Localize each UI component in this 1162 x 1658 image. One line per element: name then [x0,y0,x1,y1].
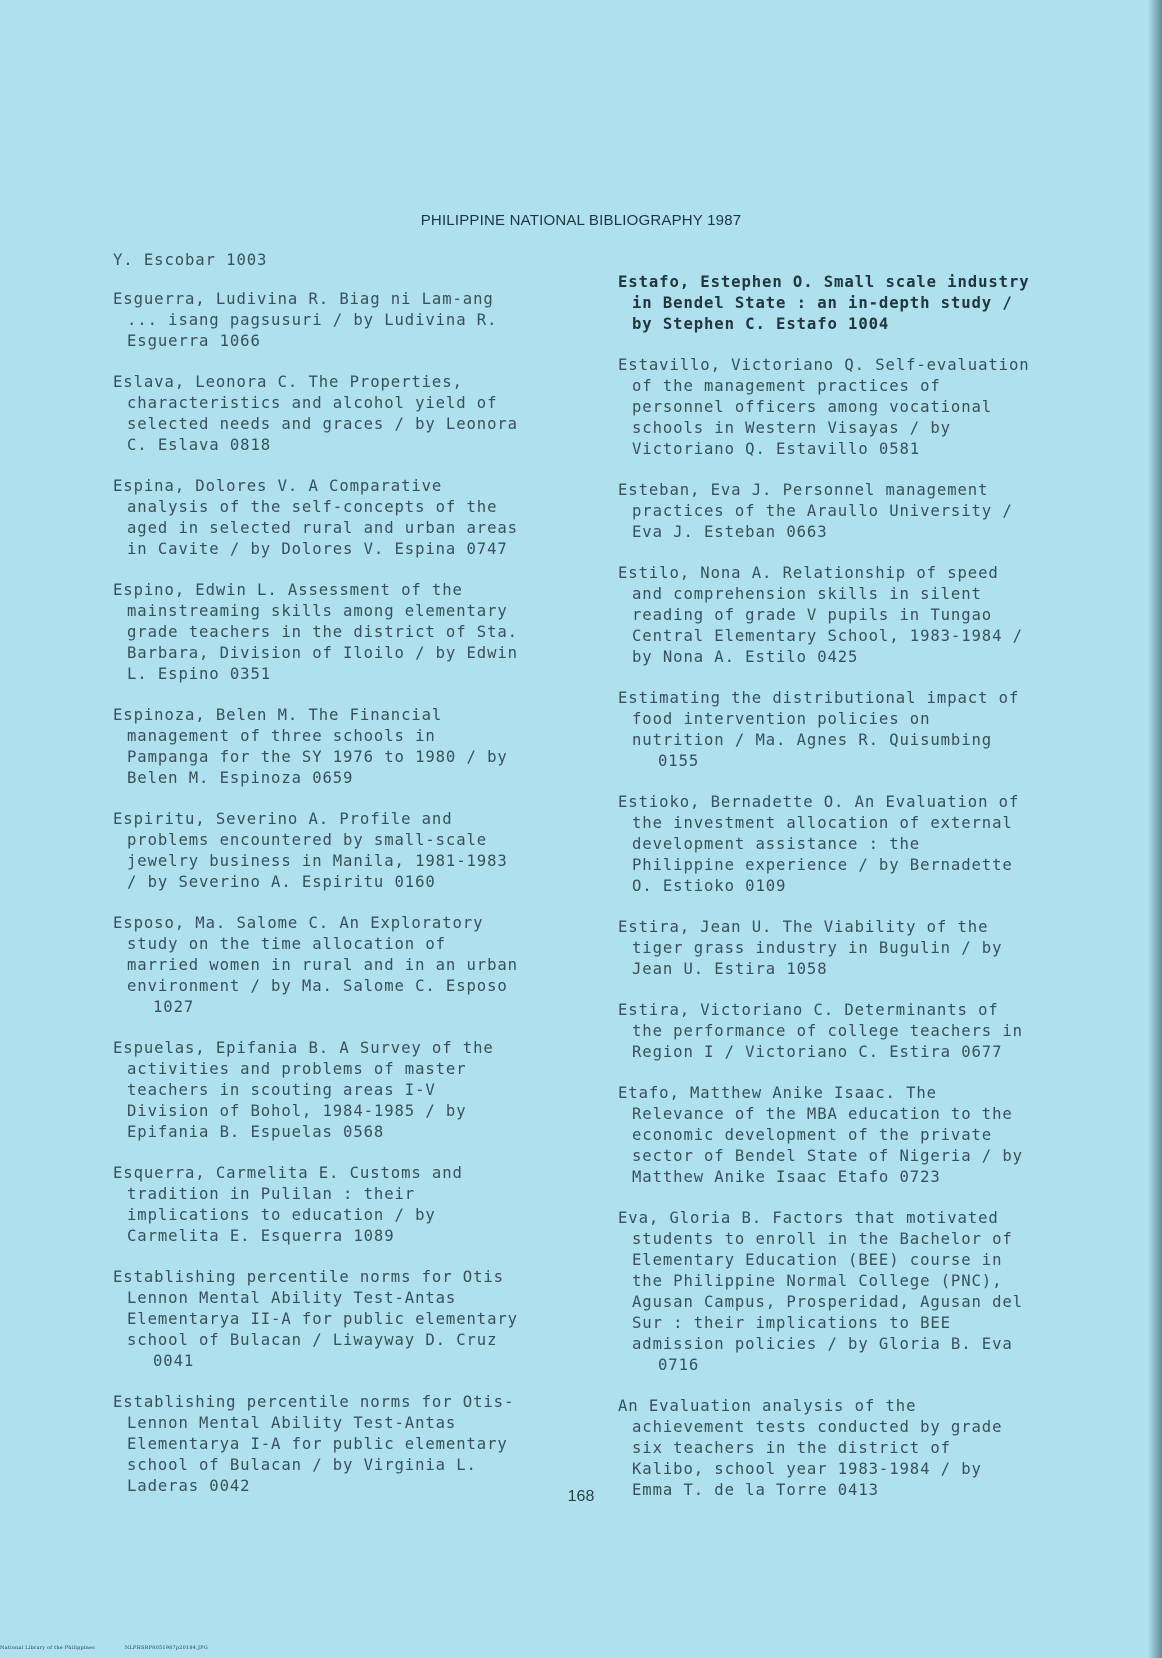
entry-line: reading of grade V pupils in Tungao [632,606,993,624]
entry-line: Y. Escobar 1003 [113,251,268,269]
entry-line: L. Espino 0351 [127,665,272,683]
entry-line: Kalibo, school year 1983-1984 / by [632,1460,982,1478]
entry-line: Estira, Victoriano C. Determinants of [618,1001,999,1019]
footer-library: National Library of the Philippines [0,1645,96,1651]
entry-line: Estira, Jean U. The Viability of the [618,918,989,936]
entry-line: Relevance of the MBA education to the [632,1105,1013,1123]
bibliography-entry [113,372,613,456]
entry-line: Lennon Mental Ability Test-Antas [127,1289,457,1307]
entry-line: Sur : their implications to BEE [632,1314,951,1332]
entry-line: sector of Bendel State of Nigeria / by [632,1147,1023,1165]
entry-line: mainstreaming skills among elementary [127,602,508,620]
footer-file: NLPHSRP8051987p20184.JPG [124,1645,208,1651]
bibliography-entry [618,355,1118,460]
entry-line: jewelry business in Manila, 1981-1983 [127,852,508,870]
entry-line: Estafo, Estephen O. Small scale industry [618,273,1030,291]
entry-line: ... isang pagsusuri / by Ludivina R. [127,311,498,329]
bibliography-entry [618,272,1118,335]
page-number: 168 [567,1488,595,1505]
entry-line: married women in rural and in an urban [127,956,518,974]
entry-line: Esteban, Eva J. Personnel management [618,481,989,499]
entry-line: Estimating the distributional impact of [618,689,1020,707]
entry-line: in Bendel State : an in-depth study / [632,294,1013,312]
entry-line: Central Elementary School, 1983-1984 / [632,627,1023,645]
entry-line: Lennon Mental Ability Test-Antas [127,1414,457,1432]
entry-line: Belen M. Espinoza 0659 [127,769,354,787]
entry-line: economic development of the private [632,1126,993,1144]
bibliography-entry [618,563,1118,668]
entry-line: the Philippine Normal College (PNC), [632,1272,1003,1290]
entry-line: analysis of the self-concepts of the [127,498,498,516]
entry-line: environment / by Ma. Salome C. Esposo [127,977,508,995]
entry-line: school of Bulacan / by Virginia L. [127,1456,477,1474]
entry-line: Elementarya II-A for public elementary [127,1310,518,1328]
bibliography-entry [113,1267,613,1372]
scan-footer [0,1645,236,1651]
entry-line: 0716 [658,1356,700,1374]
entry-line: teachers in scouting areas I-V [127,1081,436,1099]
entry-line: Esposo, Ma. Salome C. An Exploratory [113,914,484,932]
bibliography-entry [618,792,1118,897]
entry-line: Eva, Gloria B. Factors that motivated [618,1209,999,1227]
entry-line: tradition in Pulilan : their [127,1185,416,1203]
page-header: PHILIPPINE NATIONAL BIBLIOGRAPHY 1987 [420,212,742,229]
bibliography-entry [618,1208,1118,1376]
entry-line: Espiritu, Severino A. Profile and [113,810,453,828]
entry-line: admission policies / by Gloria B. Eva [632,1335,1013,1353]
entry-line: Esguerra 1066 [127,332,261,350]
entry-line: Elementarya I-A for public elementary [127,1435,508,1453]
entry-line: Espino, Edwin L. Assessment of the [113,581,463,599]
bibliography-entry [113,1038,613,1143]
entry-line: Pampanga for the SY 1976 to 1980 / by [127,748,508,766]
entry-line: Agusan Campus, Prosperidad, Agusan del [632,1293,1023,1311]
bibliography-entry [113,1392,613,1497]
entry-line: practices of the Araullo University / [632,502,1013,520]
page-edge-shadow [1148,0,1162,1658]
entry-line: 0155 [658,752,700,770]
bibliography-entry [618,1000,1118,1063]
entry-line: Espinoza, Belen M. The Financial [113,706,443,724]
entry-line: Elementary Education (BEE) course in [632,1251,1003,1269]
entry-line: and comprehension skills in silent [632,585,982,603]
bibliography-entry [113,580,613,685]
entry-line: characteristics and alcohol yield of [127,394,498,412]
entry-line: Esquerra, Carmelita E. Customs and [113,1164,463,1182]
entry-line: the investment allocation of external [632,814,1013,832]
entry-line: Esguerra, Ludivina R. Biag ni Lam-ang [113,290,494,308]
entry-line: Emma T. de la Torre 0413 [632,1481,879,1499]
bibliography-entry [618,1083,1118,1188]
entry-line: Eslava, Leonora C. The Properties, [113,373,463,391]
entry-line: Barbara, Division of Iloilo / by Edwin [127,644,518,662]
entry-line: Espina, Dolores V. A Comparative [113,477,443,495]
entry-line: Espuelas, Epifania B. A Survey of the [113,1039,494,1057]
entry-line: Establishing percentile norms for Otis [113,1268,504,1286]
entry-line: 0041 [153,1352,195,1370]
entry-line: Epifania B. Espuelas 0568 [127,1123,385,1141]
entry-line: Establishing percentile norms for Otis- [113,1393,515,1411]
entry-line: the performance of college teachers in [632,1022,1023,1040]
entry-line: O. Estioko 0109 [632,877,787,895]
entry-line: Estilo, Nona A. Relationship of speed [618,564,999,582]
bibliography-entry [113,289,613,352]
bibliography-entry [113,705,613,789]
entry-line: selected needs and graces / by Leonora [127,415,518,433]
bibliography-entry [618,688,1118,772]
bibliography-entry [113,1163,613,1247]
entry-line: C. Eslava 0818 [127,436,272,454]
entry-line: in Cavite / by Dolores V. Espina 0747 [127,540,508,558]
entry-line: Jean U. Estira 1058 [632,960,828,978]
entry-line: Region I / Victoriano C. Estira 0677 [632,1043,1003,1061]
entry-line: achievement tests conducted by grade [632,1418,1003,1436]
entry-line: by Stephen C. Estafo 1004 [632,315,890,333]
bibliography-entry [113,250,613,271]
entry-line: activities and problems of master [127,1060,467,1078]
bibliography-entry [113,809,613,893]
bibliography-entry [618,1396,1118,1501]
entry-line: students to enroll in the Bachelor of [632,1230,1013,1248]
entry-line: schools in Western Visayas / by [632,419,951,437]
entry-line: personnel officers among vocational [632,398,993,416]
entry-line: development assistance : the [632,835,921,853]
left-column [113,250,613,1517]
bibliography-entry [113,913,613,1018]
bibliography-entry [618,917,1118,980]
entry-line: Carmelita E. Esquerra 1089 [127,1227,395,1245]
entry-line: Estioko, Bernadette O. An Evaluation of [618,793,1020,811]
entry-line: Matthew Anike Isaac Etafo 0723 [632,1168,941,1186]
entry-line: Division of Bohol, 1984-1985 / by [127,1102,467,1120]
entry-line: by Nona A. Estilo 0425 [632,648,859,666]
entry-line: problems encountered by small-scale [127,831,488,849]
entry-line: Eva J. Esteban 0663 [632,523,828,541]
entry-line: Victoriano Q. Estavillo 0581 [632,440,921,458]
entry-line: Etafo, Matthew Anike Isaac. The [618,1084,937,1102]
entry-line: implications to education / by [127,1206,436,1224]
entry-line: grade teachers in the district of Sta. [127,623,518,641]
entry-line: Philippine experience / by Bernadette [632,856,1013,874]
entry-line: management of three schools in [127,727,436,745]
entry-line: Laderas 0042 [127,1477,251,1495]
entry-line: An Evaluation analysis of the [618,1397,917,1415]
entry-line: six teachers in the district of [632,1439,951,1457]
entry-line: study on the time allocation of [127,935,446,953]
entry-line: nutrition / Ma. Agnes R. Quisumbing [632,731,993,749]
entry-line: Estavillo, Victoriano Q. Self-evaluation [618,356,1030,374]
bibliography-entry [113,476,613,560]
entry-line: food intervention policies on [632,710,931,728]
entry-line: school of Bulacan / Liwayway D. Cruz [127,1331,498,1349]
right-column [618,272,1118,1521]
bibliography-entry [618,480,1118,543]
entry-line: / by Severino A. Espiritu 0160 [127,873,436,891]
entry-line: aged in selected rural and urban areas [127,519,518,537]
entry-line: of the management practices of [632,377,941,395]
entry-line: 1027 [153,998,195,1016]
entry-line: tiger grass industry in Bugulin / by [632,939,1003,957]
